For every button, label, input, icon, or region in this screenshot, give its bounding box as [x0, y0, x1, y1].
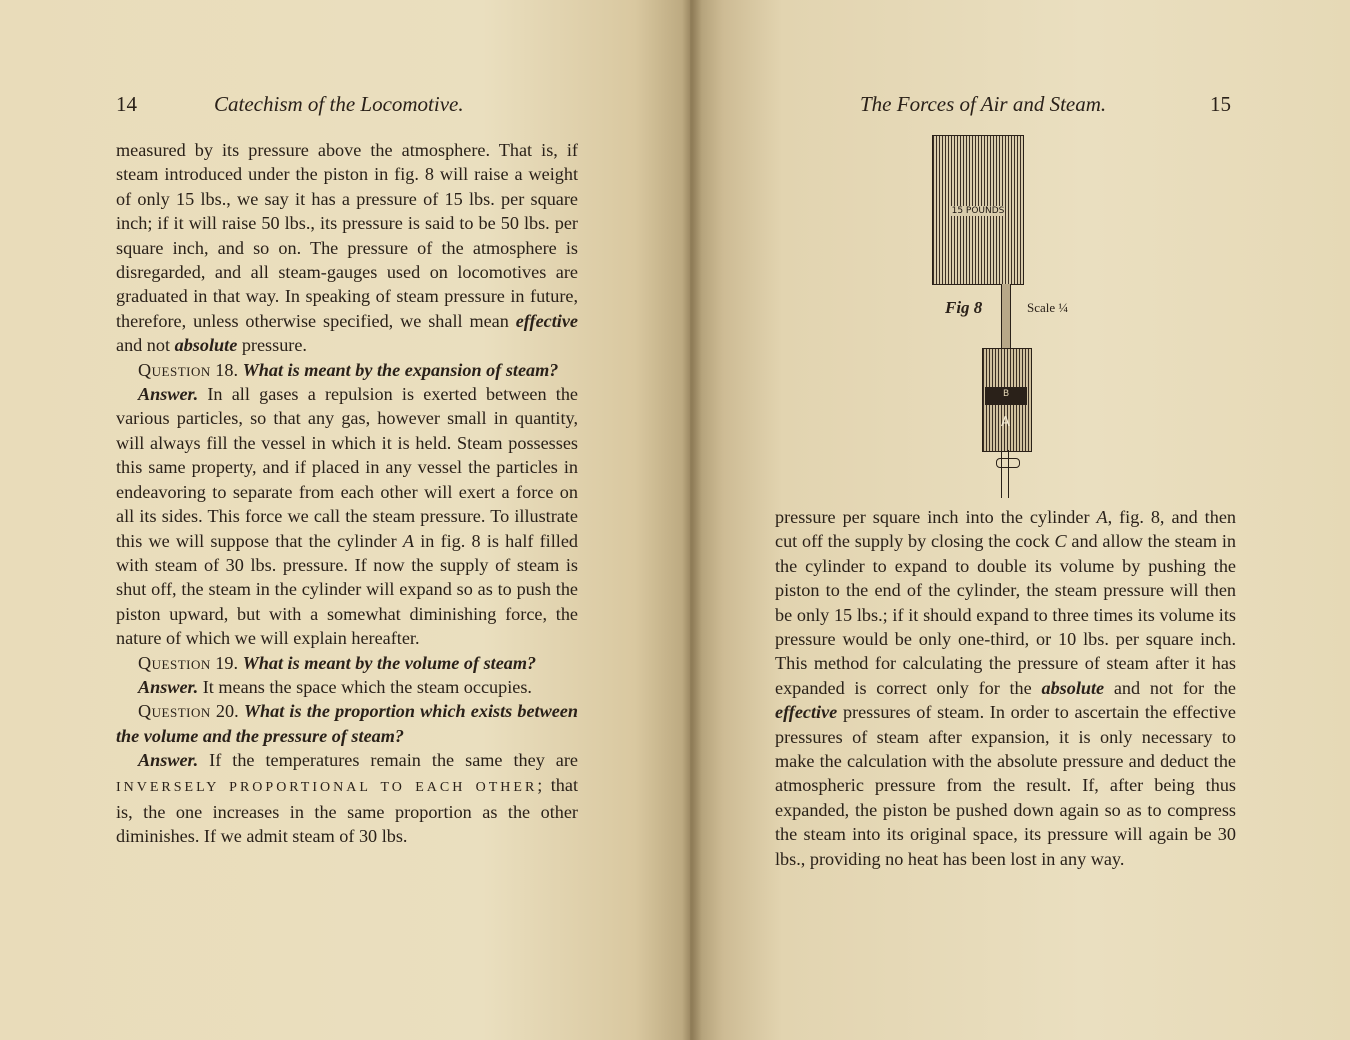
book-gutter [682, 0, 702, 1040]
question-18: Question 18. What is meant by the expansion of steam? [138, 359, 559, 380]
left-body-text [116, 138, 578, 849]
right-body-text [775, 505, 1236, 871]
scale-label: Scale ¼ [1027, 300, 1069, 315]
figure-8 [900, 130, 1100, 500]
right-page-number: 15 [1210, 92, 1231, 116]
left-running-title: Catechism of the Locomotive. [214, 92, 464, 116]
piston-rod [1001, 284, 1011, 354]
weight-block [932, 135, 1024, 285]
piston [985, 387, 1027, 405]
paragraph: pressure per square inch into the cylinder A, fig. 8, and then cut off the supply by closing the cock C and allow the steam in the cylinder to expand to double its volume by pushing the piston to the end of the cylinder, the steam pressure will then be only 15 lbs.; if it should expand to three times its volume its pressure would be only one-third, or 10 lbs. per square inch. This method for calculating the pressure of steam after it has expanded is correct only for the absolute and not for the effective pressures of steam. In order to ascertain the effective pressures of steam after expansion, it is only necessary to make the calculation with the absolute pressure and deduct the atmospheric pressure from the result. If, after being thus expanded, the piston be pushed down again so as to compress the steam into its original space, its pressure will again be 30 lbs., providing no heat has been lost in any way. [775, 507, 1236, 869]
cylinder-label: A [1001, 415, 1010, 430]
answer-19: Answer. It means the space which the steam occupies. [138, 676, 532, 697]
piston-label: B [1003, 389, 1010, 399]
cock-valve [996, 458, 1020, 468]
weight-text: 15 POUNDS [951, 206, 1005, 216]
left-page-number: 14 [116, 92, 137, 116]
paragraph: measured by its pressure above the atmosphere. That is, if steam introduced under the piston in fig. 8 will raise a weight of only 15 lbs., we say it has a pressure of 15 lbs. per square inch; if it will raise 50 lbs., its pressure is said to be 50 lbs. per square inch, and so on. The pressure of the atmosphere is disregarded, and all steam-gauges used on locomotives are graduated in that way. In speaking of steam pressure in future, therefore, unless otherwise specified, we shall mean effective and not absolute pressure. [116, 140, 578, 356]
figure-label: Fig 8 [945, 298, 983, 317]
right-running-title: The Forces of Air and Steam. [860, 92, 1107, 116]
cylinder [982, 348, 1032, 452]
question-20: Question 20. What is the proportion which exists between the volume and the pressure of steam? [116, 701, 578, 746]
answer-20: Answer. If the temperatures remain the same they are INVERSELY PROPORTIONAL TO EACH OTHER; that is, the one increases in the same proportion as the other diminishes. If we admit steam of 30 lbs. [116, 750, 578, 847]
question-19: Question 19. What is meant by the volume of steam? [138, 652, 537, 673]
answer-18: Answer. In all gases a repulsion is exerted between the various particles, so that any gas, however small in quantity, will always fill the vessel in which it is held. Steam possesses this same property, and if placed in any vessel the particles in endeavoring to separate from each other will exert a force on all its sides. This force we call the steam pressure. To illustrate this we will suppose that the cylinder A in fig. 8 is half filled with steam of 30 lbs. pressure. If now the supply of steam is shut off, the steam in the cylinder will expand so as to push the piston upward, but with a somewhat diminishing force, the nature of which we will explain hereafter. [116, 384, 579, 649]
left-running-head [116, 92, 496, 117]
